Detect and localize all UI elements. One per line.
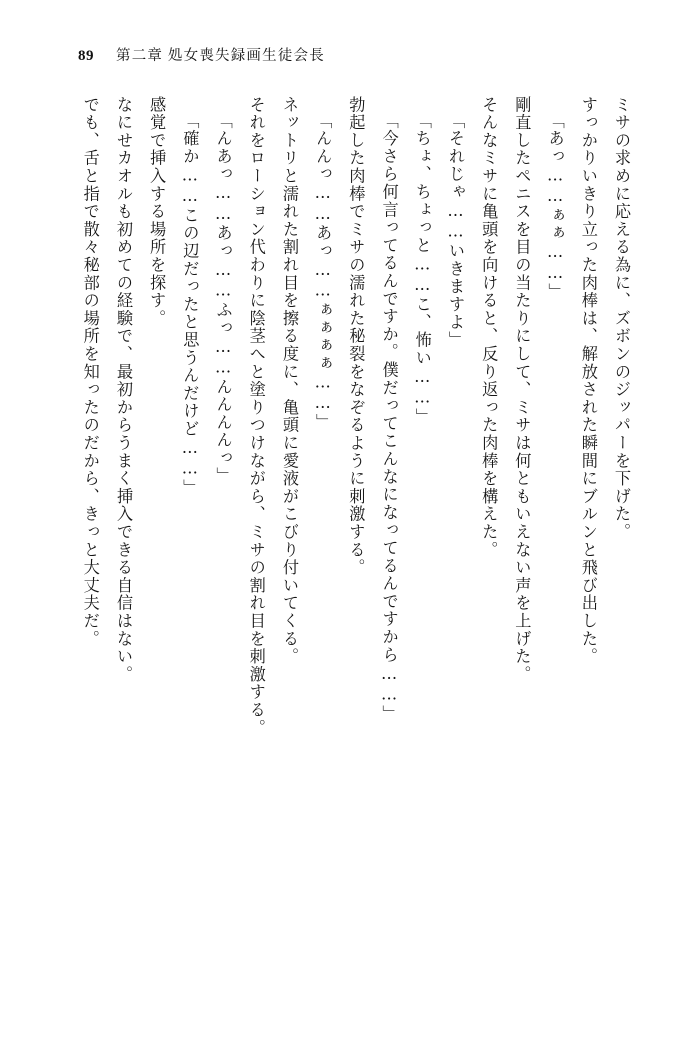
paragraph: 感覚で挿入する場所を探す。 <box>147 96 167 328</box>
paragraph: 「あっ……ぁぁ……」 <box>545 112 565 302</box>
page-header <box>78 44 325 65</box>
paragraph: 「んんっ……あっ……ぁぁぁぁ……」 <box>313 112 333 432</box>
paragraph: なにせカオルも初めての経験で、最初からうまく挿入できる自信はない。 <box>113 96 133 684</box>
chapter-title: 第二章 処女喪失録画生徒会長 <box>116 48 325 64</box>
paragraph: そんなミサに亀頭を向けると、反り返った肉棒を構えた。 <box>479 96 499 559</box>
body-text-area <box>72 96 638 924</box>
paragraph: でも、舌と指で散々秘部の場所を知ったのだから、きっと大丈夫だ。 <box>80 96 100 648</box>
vertical-body-text <box>74 96 638 924</box>
paragraph: 「それじゃ……いきますよ」 <box>445 112 465 350</box>
paragraph: 「ちょ、ちょっと……こ、怖い……」 <box>412 112 432 426</box>
paragraph: ミサの求めに応える為に、ズボンのジッパーを下げた。 <box>612 96 631 541</box>
paragraph: 「確か……この辺だったと思うんだけど……」 <box>180 112 200 498</box>
paragraph: すっかりいきり立った肉棒は、解放された瞬間にブルンと飛び出した。 <box>578 96 598 666</box>
page-number: 89 <box>78 48 94 64</box>
paragraph: 勃起した肉棒でミサの濡れた秘裂をなぞるように刺激する。 <box>346 96 366 577</box>
paragraph: それをローション代わりに陰茎へと塗りつけながら、ミサの割れ目を刺激する。 <box>246 96 266 737</box>
paragraph: 「んあっ……あっ……ふっ……んんんんっ」 <box>213 112 233 485</box>
paragraph: 「今さら何言ってるんですか。僕だってこんなになってるんですから……」 <box>379 112 399 723</box>
paragraph: ネットリと濡れた割れ目を擦る度に、亀頭に愛液がこびり付いてくる。 <box>279 96 299 666</box>
paragraph: 剛直したペニスを目の当たりにして、ミサは何ともいえない声を上げた。 <box>512 96 532 684</box>
